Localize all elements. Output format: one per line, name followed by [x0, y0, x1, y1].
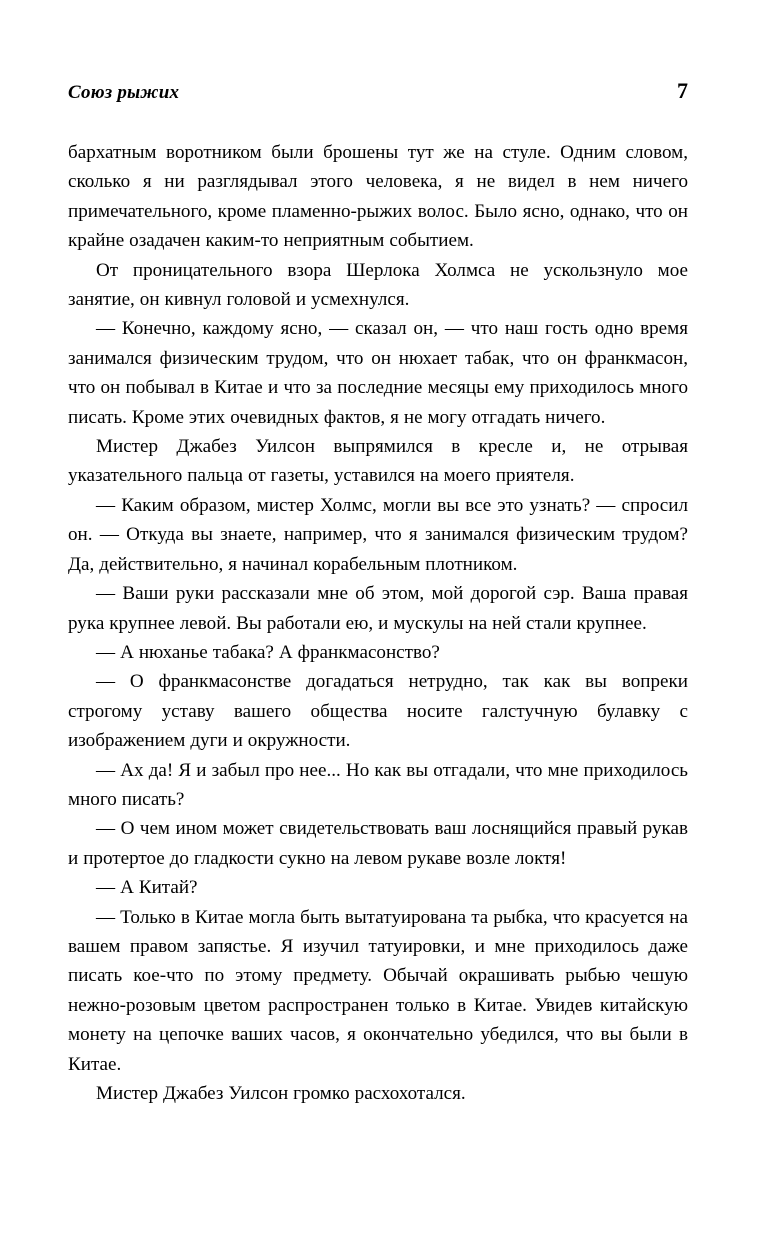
- paragraph: Мистер Джабез Уилсон выпрямился в кресле и, не отрывая указательного пальца от газеты, уставился на моего приятеля.: [68, 436, 688, 487]
- paragraph: — О чем ином может свидетельствовать ваш лоснящийся правый рукав и протертое до гладкости сукно на левом рукаве возле локтя!: [68, 818, 688, 869]
- paragraph: Мистер Джабез Уилсон громко расхохотался.: [96, 1083, 466, 1104]
- paragraph: — Каким образом, мистер Холмс, могли вы все это узнать? — спросил он. — Откуда вы знаете, например, что я занимался физическим трудом? Да, действительно, я начинал корабельным плотником.: [68, 494, 688, 575]
- running-title: Союз рыжих: [68, 82, 180, 103]
- paragraph: — Ах да! Я и забыл про нее... Но как вы отгадали, что мне приходилось много писать?: [68, 759, 688, 810]
- paragraph: — Ваши руки рассказали мне об этом, мой дорогой сэр. Ваша правая рука крупнее левой. Вы работали ею, и мускулы на ней стали крупнее.: [68, 583, 688, 634]
- paragraph: — Только в Китае могла быть вытатуирована та рыбка, что красуется на вашем правом запястье. Я изучил татуировки, и мне приходилось даже писать кое-что по этому предмету. Обычай окрашивать рыбью чешую нежно-розовым цветом распространен только в Китае. Увидев китайскую монету на цепочке ваших часов, я окончательно убедился, что вы были в Китае.: [68, 906, 688, 1075]
- paragraph: бархатным воротником были брошены тут же на стуле. Одним словом, сколько я ни разглядывал этого человека, я не видел в нем ничего примечательного, кроме пламенно-рыжих волос. Было ясно, однако, что он крайне озадачен каким-то неприятным событием.: [68, 142, 688, 252]
- running-head: [68, 78, 688, 104]
- paragraph: — О франкмасонстве догадаться нетрудно, так как вы вопреки строгому уставу вашего общества носите галстучную булавку с изображением дуги и окружности.: [68, 671, 688, 752]
- body-text: [68, 138, 688, 1108]
- page-content: [68, 78, 688, 1108]
- paragraph: — Конечно, каждому ясно, — сказал он, — что наш гость одно время занимался физическим трудом, что он нюхает табак, что он франкмасон, что он побывал в Китае и что за последние месяцы ему приходилось много писать. Кроме этих очевидных фактов, я не могу отгадать ничего.: [68, 318, 688, 428]
- paragraph: От проницательного взора Шерлока Холмса не ускользнуло мое занятие, он кивнул головой и усмехнулся.: [68, 259, 688, 311]
- page-number: 7: [677, 78, 688, 103]
- paragraph: — А нюханье табака? А франкмасонство?: [96, 641, 440, 663]
- paragraph: — А Китай?: [96, 877, 198, 899]
